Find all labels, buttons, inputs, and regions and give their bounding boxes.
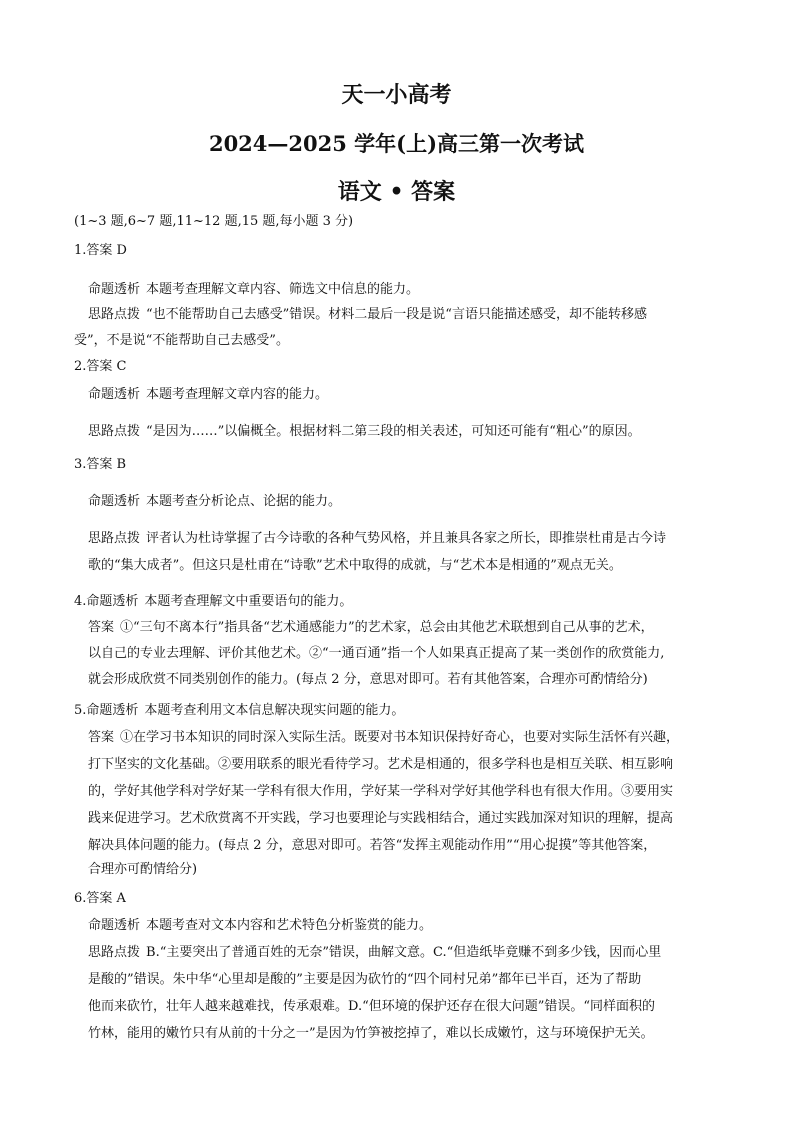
q2-hint-text-1: “是因为……”以偏概全。根据材料二第三段的相关表述，可知还可能有“粗心”的原因。 [146, 424, 641, 439]
q3-analysis [88, 494, 341, 510]
subject-title: 语文 • 答案 [337, 179, 456, 205]
q2-answer: 2.答案 C [74, 359, 127, 374]
q3-answer: 3.答案 B [74, 457, 127, 472]
q6-hint-text-1: B.“主要突出了普通百姓的无奈”错误，曲解文意。C.“但造纸毕竟赚不到多少钱，因而心里 [146, 945, 662, 960]
q4-head-label: 4.命题透析 [74, 594, 139, 609]
q1-analysis [88, 282, 419, 298]
q2-hint-line-1 [88, 424, 641, 440]
q1-hint-line-1 [88, 307, 647, 323]
q1-analysis-text: 本题考查理解文章内容、筛选文中信息的能力。 [146, 282, 420, 297]
q2-analysis-text: 本题考查理解文章内容的能力。 [146, 387, 329, 402]
q1-hint-text-1: “也不能帮助自己去感受”错误。材料二最后一段是说“言语只能描述感受，却不能转移感 [146, 307, 647, 322]
q3-analysis-label: 命题透析 [88, 494, 141, 509]
q4-answer-line-2: 以自己的专业去理解、评价其他艺术。②“一通百通”指一个人如果真正提高了某一类创作的欣赏能力, [88, 646, 665, 661]
q5-analysis-text: 本题考查利用文本信息解决现实问题的能力。 [144, 703, 405, 718]
q5-answer-line-5: 解决具体问题的能力。(每点 2 分，意思对即可。若答“发挥主观能动作用”“用心捉摸”等其他答案， [88, 838, 657, 853]
q3-hint-text-1: 评者认为杜诗掌握了古今诗歌的各种气势风格，并且兼具各家之所长，即推崇杜甫是古今诗 [146, 531, 667, 546]
q6-hint-line-2: 是酸的”错误。朱中华“心里却是酸的”主要是因为砍竹的“四个同村兄弟”都年已半百，还为了帮助 [88, 972, 642, 987]
q5-answer-line-3: 的，学好其他学科对学好某一学科有很大作用，学好某一学科对学好其他学科也有很大作用。③要用实 [88, 784, 674, 799]
q3-hint-line-1 [88, 531, 666, 547]
q5-answer-line-6: 合理亦可酌情给分) [88, 862, 198, 877]
q6-hint-line-4: 竹林，能用的嫩竹只有从前的十分之一”是因为竹笋被挖掉了，难以长成嫩竹，这与环境保护无关。 [88, 1026, 654, 1041]
q5-answer-label: 答案 [88, 730, 115, 745]
q6-hint-label: 思路点拨 [88, 945, 141, 960]
q5-answer-text-1: ①在学习书本知识的同时深入实际生活。既要对书本知识保持好奇心，也要对实际生活怀有兴趣， [120, 730, 680, 745]
q5-answer-line-1 [88, 730, 679, 746]
q4-head [74, 594, 352, 610]
q3-analysis-text: 本题考查分析论点、论据的能力。 [146, 494, 342, 509]
q1-hint-label: 思路点拨 [88, 307, 141, 322]
q4-analysis-text: 本题考查理解文中重要语句的能力。 [144, 594, 353, 609]
q3-hint-label: 思路点拨 [88, 531, 141, 546]
q3-hint-line-2: 歌的“集大成者”。但这只是杜甫在“诗歌”艺术中取得的成就，与“艺术本是相通的”观点无关。 [88, 558, 622, 573]
q4-answer-label: 答案 [88, 620, 115, 635]
q6-hint-line-3: 他而来砍竹，壮年人越来越难找，传承艰难。D.“但环境的保护还存在很大问题”错误。“同样面积的 [88, 999, 656, 1014]
q6-analysis [88, 918, 432, 934]
q2-analysis-label: 命题透析 [88, 387, 141, 402]
q2-analysis [88, 387, 328, 403]
scoring-note: (1~3 题,6~7 题,11~12 题,15 题,每小题 3 分) [74, 214, 354, 229]
q5-answer-line-2: 打下坚实的文化基础。②要用联系的眼光看待学习。艺术是相通的，很多学科也是相互关联、相互影响 [88, 757, 674, 772]
q5-answer-line-4: 践来促进学习。艺术欣赏离不开实践，学习也要理论与实践相结合，通过实践加深对知识的理解，提高 [88, 811, 674, 826]
brand-title: 天一小高考 [341, 82, 452, 108]
q4-answer-text-1: ①“三句不离本行”指具备“艺术通感能力”的艺术家，总会由其他艺术联想到自己从事的艺术， [120, 620, 654, 635]
q5-head [74, 703, 404, 719]
q5-head-label: 5.命题透析 [74, 703, 139, 718]
q1-answer: 1.答案 D [74, 243, 127, 258]
q6-analysis-label: 命题透析 [88, 918, 141, 933]
q4-answer-line-1 [88, 620, 654, 636]
q6-analysis-text: 本题考查对文本内容和艺术特色分析鉴赏的能力。 [146, 918, 433, 933]
q1-hint-line-2: 受”，不是说“不能帮助自己去感受”。 [74, 333, 289, 348]
q1-analysis-label: 命题透析 [88, 282, 141, 297]
q6-hint-line-1 [88, 945, 661, 961]
q6-answer: 6.答案 A [74, 891, 126, 906]
exam-title: 2024—2025 学年(上)高三第一次考试 [208, 131, 585, 156]
q2-hint-label: 思路点拨 [88, 424, 141, 439]
q4-answer-line-3: 就会形成欣赏不同类别创作的能力。(每点 2 分，意思对即可。若有其他答案，合理亦可酌情给分) [88, 672, 648, 687]
